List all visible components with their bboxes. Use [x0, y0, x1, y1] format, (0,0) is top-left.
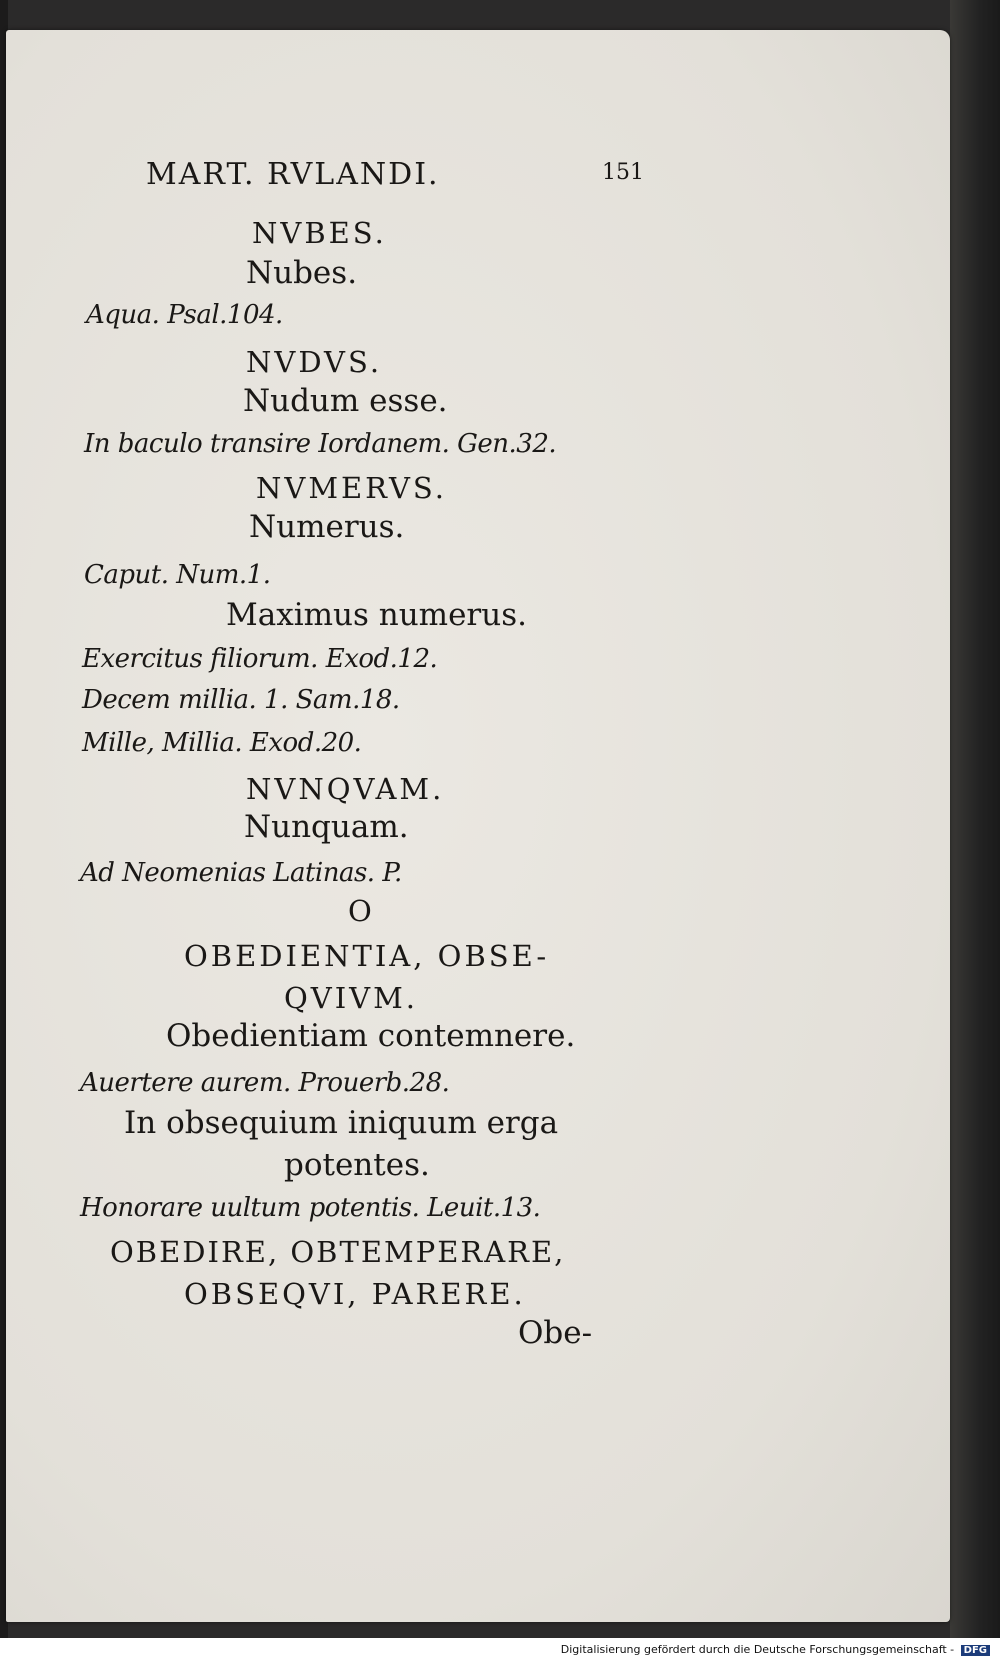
footer-credit-text: Digitalisierung gefördert durch die Deutsche Forschungsgemeinschaft - — [560, 1643, 955, 1656]
subentry: Nunquam. — [244, 809, 409, 845]
scan-right-edge — [950, 0, 1000, 1661]
entry-heading: NVMERVS. — [256, 471, 447, 505]
subentry: Nubes. — [246, 255, 358, 291]
subentry: Obedientiam contemnere. — [166, 1018, 576, 1054]
running-head: MART. RVLANDI. — [146, 157, 440, 192]
entry-heading: NVDVS. — [246, 345, 383, 379]
entry-heading: OBEDIRE, OBTEMPERARE, — [110, 1235, 566, 1269]
subentry: Maximus numerus. — [226, 597, 527, 633]
citation: Aqua. Psal.104. — [86, 300, 283, 330]
footer-credit — [561, 1643, 990, 1656]
subentry: Numerus. — [249, 509, 405, 545]
citation: Ad Neomenias Latinas. P. — [80, 858, 402, 888]
subentry: potentes. — [284, 1147, 430, 1183]
entry-heading: OBSEQVI, PARERE. — [184, 1277, 526, 1311]
catchword: Obe- — [518, 1315, 593, 1351]
subentry: Nudum esse. — [243, 383, 448, 419]
section-letter: O — [348, 894, 372, 928]
subentry: In obsequium iniquum erga — [124, 1105, 559, 1141]
entry-heading: QVIVM. — [284, 981, 419, 1015]
citation: Caput. Num.1. — [84, 560, 271, 590]
citation: Mille, Millia. Exod.20. — [82, 728, 362, 758]
citation: Decem millia. 1. Sam.18. — [82, 685, 400, 715]
entry-heading: NVBES. — [252, 216, 387, 250]
entry-heading: NVNQVAM. — [246, 772, 445, 806]
page-number: 151 — [602, 160, 644, 185]
citation: In baculo transire Iordanem. Gen.32. — [84, 429, 557, 459]
citation: Honorare uultum potentis. Leuit.13. — [80, 1193, 541, 1223]
entry-heading: OBEDIENTIA, OBSE- — [184, 939, 550, 973]
citation: Exercitus filiorum. Exod.12. — [82, 644, 438, 674]
dfg-logo: DFG — [961, 1645, 990, 1656]
citation: Auertere aurem. Prouerb.28. — [80, 1068, 450, 1098]
book-page — [6, 30, 950, 1622]
